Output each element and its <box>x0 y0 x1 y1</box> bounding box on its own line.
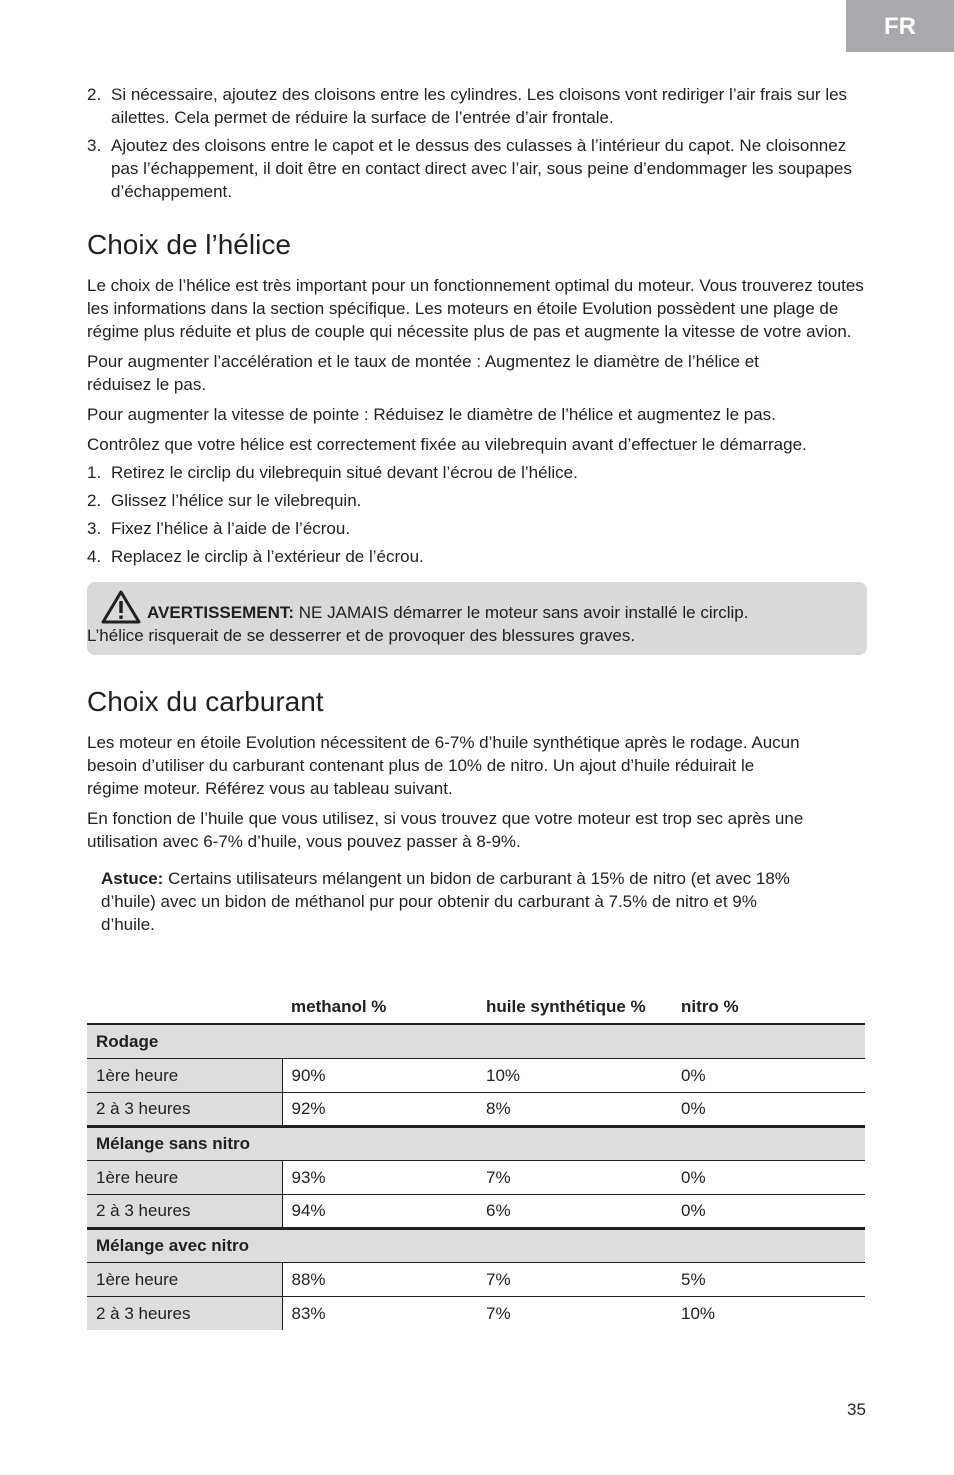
page-content <box>87 83 867 936</box>
propeller-paragraph: Contrôlez que votre hélice est correctement fixée au vilebrequin avant d’effectuer le démarrage. <box>87 435 807 454</box>
fuel-paragraph: En fonction de l’huile que vous utilisez, si vous trouvez que votre moteur est trop sec après une utilisation avec 6-7% d’huile, vous pouvez passer à 8-9%. <box>87 809 804 851</box>
page-number: 35 <box>847 1400 866 1419</box>
table-group-row: Mélange sans nitro <box>87 1126 865 1160</box>
propeller-steps <box>87 461 867 568</box>
column-header <box>87 990 282 1024</box>
list-item: 3. Ajoutez des cloisons entre le capot et le dessus des culasses à l’intérieur du capot. Ne cloisonnez pas l’échappement, il doit être en contact direct avec l’air, sous peine d’endommager les soupapes d’échappement. <box>87 136 852 201</box>
column-header: methanol % <box>282 990 477 1024</box>
table-row: 2 à 3 heures 83% 7% 10% <box>87 1296 865 1330</box>
warning-text: NE JAMAIS démarrer le moteur sans avoir installé le circlip. <box>298 603 749 622</box>
tip-block <box>87 867 807 936</box>
table-header-row <box>87 990 865 1024</box>
intro-list <box>87 83 867 203</box>
language-tab: FR <box>846 0 954 52</box>
fuel-mix-table <box>87 990 865 1330</box>
fuel-heading: Choix du carburant <box>87 686 324 717</box>
list-item: 2. Glissez l’hélice sur le vilebrequin. <box>87 491 362 510</box>
warning-box <box>87 582 867 655</box>
table-group-row: Mélange avec nitro <box>87 1228 865 1262</box>
table-row: 1ère heure 90% 10% 0% <box>87 1058 865 1092</box>
list-item: 1. Retirez le circlip du vilebrequin situé devant l’écrou de l’hélice. <box>87 463 578 482</box>
table-row: 2 à 3 heures 92% 8% 0% <box>87 1092 865 1126</box>
table-group-row: Rodage <box>87 1024 865 1058</box>
propeller-paragraph: Le choix de l’hélice est très important pour un fonctionnement optimal du moteur. Vous trouverez toutes les informations dans la section spécifique. Les moteurs en étoile Evolution possèdent une plage de régime plus réduite et plus de couple qui nécessite plus de pas et augmente la vitesse de votre avion. <box>87 276 864 341</box>
propeller-paragraph: Pour augmenter la vitesse de pointe : Réduisez le diamètre de l’hélice et augmentez le pas. <box>87 405 776 424</box>
column-header: huile synthétique % <box>477 990 672 1024</box>
warning-text: L’hélice risquerait de se desserrer et de provoquer des blessures graves. <box>87 626 636 645</box>
propeller-paragraph: Pour augmenter l’accélération et le taux de montée : Augmentez le diamètre de l’hélice et réduisez le pas. <box>87 352 759 394</box>
list-item: 3. Fixez l’hélice à l’aide de l’écrou. <box>87 519 351 538</box>
tip-text: Certains utilisateurs mélangent un bidon de carburant à 15% de nitro (et avec 18% d’huile) avec un bidon de méthanol pur pour obtenir du carburant à 7.5% de nitro et 9% d’huile. <box>101 869 790 934</box>
propeller-heading: Choix de l’hélice <box>87 229 291 260</box>
table-row: 2 à 3 heures 94% 6% 0% <box>87 1194 865 1228</box>
table-row: 1ère heure 93% 7% 0% <box>87 1160 865 1194</box>
column-header: nitro % <box>672 990 865 1024</box>
tip-label: Astuce: <box>101 869 164 888</box>
warning-label: AVERTISSEMENT: <box>147 603 295 622</box>
fuel-paragraph: Les moteur en étoile Evolution nécessitent de 6-7% d’huile synthétique après le rodage. Aucun besoin d’utiliser du carburant contenant plus de 10% de nitro. Un ajout d’huile réduirait le régime moteur. Référez vous au tableau suivant. <box>87 733 800 798</box>
table-row: 1ère heure 88% 7% 5% <box>87 1262 865 1296</box>
warning-triangle-icon <box>101 590 141 624</box>
list-item: 2. Si nécessaire, ajoutez des cloisons entre les cylindres. Les cloisons vont rediriger l’air frais sur les ailettes. Cela permet de réduire la surface de l’entrée d’air frontale. <box>87 85 848 127</box>
list-item: 4. Replacez le circlip à l’extérieur de l’écrou. <box>87 547 424 566</box>
